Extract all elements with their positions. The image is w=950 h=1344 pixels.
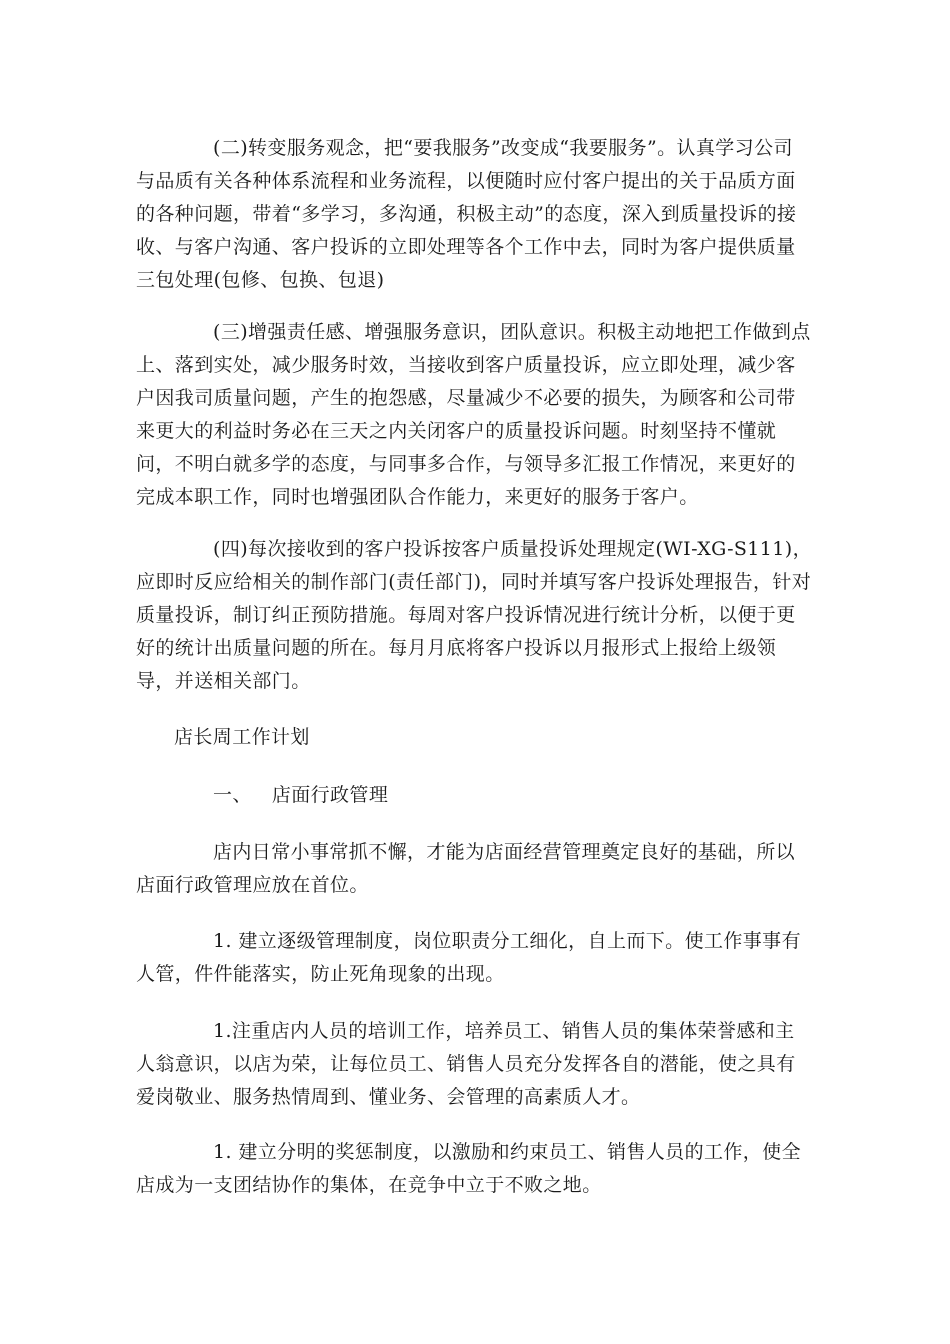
paragraph-management-system: 1. 建立逐级管理制度，岗位职责分工细化，自上而下。使工作事事有人管，件件能落实，防止死角现象的出现。 [136, 930, 801, 985]
paragraph-service-attitude: (二)转变服务观念，把“要我服务”改变成“我要服务”。认真学习公司与品质有关各种体系流程和业务流程，以便随时应付客户提出的关于品质方面的各种问题，带着“多学习，多沟通，积极主动”的态度，深入到质量投诉的接收、与客户沟通、客户投诉的立即处理等各个工作中去，同时为客户提供质量三包处理(包修、包换、包退) [136, 137, 797, 291]
subsection-heading [213, 779, 388, 812]
subsection-title: 店面行政管理 [271, 784, 389, 806]
paragraph-complaint-handling: (四)每次接收到的客户投诉按客户质量投诉处理规定(WI-XG-S111)，应即时反应给相关的制作部门(责任部门)，同时并填写客户投诉处理报告，针对质量投诉，制订纠正预防措施。每周对客户投诉情况进行统计分析，以便于更好的统计出质量问题的所在。每月月底将客户投诉以月报形式上报给上级领导，并送相关部门。 [136, 538, 812, 692]
paragraph-reward-system: 1. 建立分明的奖惩制度，以激励和约束员工、销售人员的工作，使全店成为一支团结协作的集体，在竞争中立于不败之地。 [136, 1141, 801, 1196]
paragraph-admin-intro: 店内日常小事常抓不懈，才能为店面经营管理奠定良好的基础，所以店面行政管理应放在首位。 [136, 841, 796, 896]
section-title: 店长周工作计划 [174, 726, 310, 748]
paragraph-responsibility: (三)增强责任感、增强服务意识，团队意识。积极主动地把工作做到点上、落到实处，减少服务时效，当接收到客户质量投诉，应立即处理，减少客户因我司质量问题，产生的抱怨感，尽量减少不必要的损失，为顾客和公司带来更大的利益时务必在三天之内关闭客户的质量投诉问题。时刻坚持不懂就问，不明白就多学的态度，与同事多合作，与领导多汇报工作情况，来更好的完成本职工作，同时也增强团队合作能力，来更好的服务于客户。 [136, 321, 811, 508]
subsection-number: 一、 [213, 784, 252, 806]
paragraph-staff-training: 1.注重店内人员的培训工作，培养员工、销售人员的集体荣誉感和主人翁意识，以店为荣，让每位员工、销售人员充分发挥各自的潜能，使之具有爱岗敬业、服务热情周到、懂业务、会管理的高素质人才。 [136, 1020, 796, 1108]
